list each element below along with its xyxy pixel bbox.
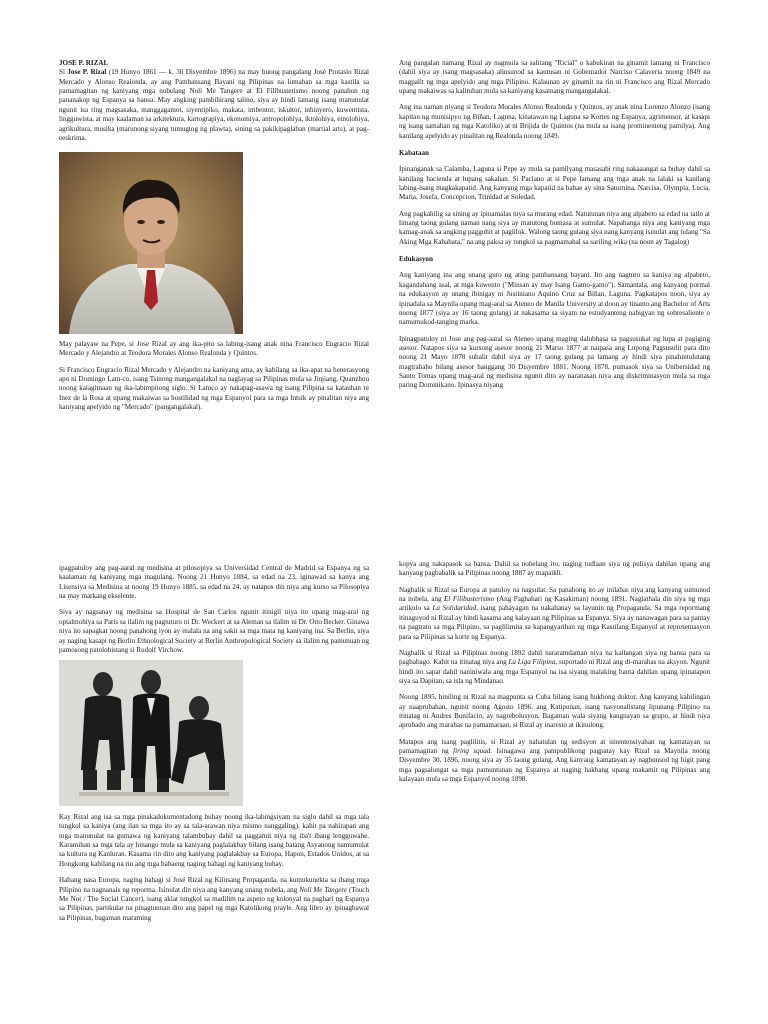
mother-paragraph: Ang ina naman niyang si Teodora Morales Alonso Realonda y Quintos, ay anak nina Lorenzo Alonzo (isang kapitan ng munisipyo ng Biñan, Laguna, kinatawan ng Laguna sa Kortes ng Espanya, agrimensor, at kasapi ng isang samahan ng mga Katoliko) at ni Brijida de Quintos (na mula sa isang prominenteng pamilya). Ang kanilang apelyido ay pinalitan ng Realonda noong 1849. <box>399 103 710 140</box>
surname-paragraph: Ang pangalan namang Rizal ay nagmula sa salitang "Ricial" o kabukiran na ginamit lamang ni Francisco (dahil siya ay isang magsasaka) alinsunod sa kautusan ni Gobernador Narciso Calaveria noong 1849 na magpalit ng mga apelyido ang mga Pilipino. Kalaunan ay ginamit na rin ni Francisco ang Rizal Mercado upang makaiwas sa kalituhan mula sa kaniyang kasamang mangangalakal. <box>399 59 710 96</box>
fili-text-2: (Ang Paghahari ng Kasakiman) noong 1891. Naglathala din siya ng mga artikulo sa <box>399 595 710 613</box>
paris-paragraph: Siya ay nagsanay ng medisina sa Hospital de San Carlos ngunit itinigil niya ito upang mag-aral ng optalmohiya sa Paris sa ilalim ng pagtuturo ni Dr. Weckert at sa Aleman sa ilalim ni Dr. Otto Becker. Ginawa niya ito sapagkat noong panahong iyon ay malala na ang sakit sa mga mata ng kaniyang ina. Sa Berlin, siya ay naging kasapi ng Berlin Ethnological Society at Berlin Anthropological Society sa ilalim ng pamunuan ng pamosong patolohistang si Rudolf Virchow. <box>59 608 369 654</box>
solidaridad-title: La Solidaridad <box>432 604 477 613</box>
subject-name: Jose P. Rizal <box>67 68 107 77</box>
fili-text-1: Nagbalik si Rizal sa Europa at patuloy na nagsulat. Sa panahong ito ay inilabas niya ang kanyang sumunod na nobela, ang <box>399 585 710 604</box>
heading-kabataan: Kabataan <box>399 148 429 157</box>
documented-life-paragraph: Kay Rizal ang isa sa mga pinakadokumentadong buhay noong ika-labingsiyam na siglo dahil sa mga tala tungkol sa kaniya (ang ilan sa mga ito ay sa tala-arawan niya mismo nanggaling), kahit pa nahirapan ang mga manunulat na gumawa ng kaniyang talambuhay dahil sa paggamit niya ng iba't ibang lengguwahe. Karamihan sa mga tala ay hinango mula sa kaniyang paglalakbay bilang isang batang Asyanong namumulat sa kultura ng Kanluran. Kasama rin dito ang kaniyang paglalakbay sa Europa, Hapon, Estados Unidos, at sa Hongkong kabilang na rin ang mga babaeng naging bahagi ng kaniyang buhay. <box>59 813 369 868</box>
column-page2-left-continued <box>59 813 369 930</box>
copies-paragraph: kopya ang nakapasok sa bansa. Dahil sa nobelang ito, naging tudlaan siya ng pulisya dahilan upang ang kanyang pagbabalik sa Pilipinas noong 1887 ay mapaikli. <box>399 560 710 578</box>
column-page1-left-continued <box>59 340 369 420</box>
portrait-painting <box>59 152 243 334</box>
group-photo <box>59 660 243 806</box>
column-page2-left <box>59 564 369 662</box>
fili-paragraph <box>399 586 710 642</box>
column-page1-left <box>59 59 369 150</box>
noli-text-2: (Touch Me Not / The Social Cancer), isang aklat tungkol sa madilim na aspeto ng kolonyal na pagharì ng Espanya sa Pilipinas, partikular na pinagtuunan dito ang papel ng mga Katolikong prayle. Ang libro ay ipinagbawal sa Pilipinas, bagaman maraming <box>59 885 369 922</box>
fili-text-3: , isang pahayagan na nakahanay sa layunin ng Propaganda. Sa mga repormang itinaguyod ni Rizal ay hindi kasama ang kalayaan ng Pilipinas sa Espanya. Siya ay nanawagan para sa pantay na pagtrato sa mga Pilipino, sa paglilimita sa kapangyarihan ng mga Kastilang Espanyol at representasyon para sa Pilipinas sa korte ng Espanya. <box>399 604 710 641</box>
arts-paragraph: Ang pagkahilig sa sining ay ipinamalas niya sa murang edad. Natutunan niya ang alpabeto sa edad na tatlo at limang taong gulang naman nang siya ay matutong bumasa at sumulat. Napahanga niya ang kaniyang mga kamag-anak sa angking pagguhit at paglilok. Walong taong gulang siya nang kanyang isinulat ang tulang "Sa Aking Mga Kababata," na ang paksa ay tungkol sa pagmamahal sa sariling wika (na noon ay Tagalog) <box>399 209 710 246</box>
intro-paragraph <box>59 68 369 143</box>
column-page2-right <box>399 560 710 792</box>
execution-text-1: Matapos ang isang paglilitis, si Rizal ay nahatulan ng sedisyon at sinentensiyahan ng kamatayan sa pamamagitan ng <box>399 737 710 756</box>
execution-paragraph <box>399 738 710 785</box>
column-page1-right <box>399 59 710 398</box>
noli-title: Noli Me Tangere <box>299 885 348 894</box>
cuba-paragraph: Noong 1895, hiniling ni Rizal na magpunta sa Cuba bilang isang hukbong doktor. Ang kanyang kahilingan ay naaprubahan, ngunit noong Agosto 1896, ang Katipunan, isang nasyonalistang lipunang Pilipino na itinatag ni Andres Bonifacio, ay nagrebolusyon. Bagaman wala siyang kaugnayan sa grupo, at hindi niya aprubado ang marahas na pamamaraan, si Rizal ay inaresto at ikinulong. <box>399 693 710 730</box>
birth-paragraph: Ipinanganak sa Calamba, Laguna si Pepe ay mula sa pamilyang masasabi ring nakaaangat sa buhay dahil sa kanilang hacienda at lupang sakahan. Si Paciano at si Pepe lamang ang mga anak na lalaki sa kanilang labing-isang magkakapatid. Ang kanyang mga kapatid na babae ay sina Saturnina, Narcisa, Olympia, Lucia, Maria, Josefa, Concepcion, Trinidad at Soledad. <box>399 165 710 202</box>
liga-text-1: Nagbalik si Rizal sa Pilipinas noong 1892 dahil nararamdaman niya na kailangan siya ng bansa para sa pagbabago. Kahit na itinatag niya ang <box>399 648 710 667</box>
group-photo-frame <box>59 660 243 806</box>
fili-title: El Filibusterismo <box>444 595 495 604</box>
heading-edukasyon: Edukasyon <box>399 255 433 264</box>
liga-text-2: , suportado ni Rizal ang di-marahas na aksyon. Ngunit hindi ito sapat dahil naniniwala ang mga Espanyol na isa siyang malaking banta dahilan upang ipinatapon siya sa Dapitan, sa isla ng Mindanao. <box>399 658 711 685</box>
execution-text-2: . Isinagawa ang pampublikong pagpatay kay Rizal sa Maynila noong Disyembre 30, 1896, noong siya ay 35 taong gulang. Ang kanyang kamatayan ay nagbunsod ng higit pang mga pagsalungat sa mga pamuntunan ng Espanya at naging hakbang upang makamit ng Pilipinas ang kalayaan mula sa mga Espanyol noong 1898. <box>399 747 710 784</box>
ancestry-paragraph: Si Francisco Engracio Rizal Mercado y Alejandro na kaniyang ama, ay kabilang sa ika-apat na henerasyong apo ni Domingo Lam-co, isang Tsinong mangangalakal na naglayag sa Pilipinas mula sa Jinjiang, Quanzhou noong kalagitnaan ng ika-labimpitong siglo. Si Lamco ay nakapag-asawa ng isang Pilipina sa katauhan ni Inez de la Rosa at upang makaiwas sa hostilidad ng mga Espanyol para sa mga Intsik ay pinalitan niya ang kaniyang apelyido ng "Mercado" (pangangalakal). <box>59 365 369 412</box>
rizal-portrait <box>59 152 243 334</box>
first-teacher-paragraph: Ang kaniyang ina ang unang guro ng ating pambansang bayani. Ito ang nagturo sa kaniya ng alpabeto, kagandahang asal, at mga kuwento ("Minsan ay may Isang Gamo-gamo"). Samantala, ang kanyang pormal na edukasyon ay unang ibinigay ni Justiniano Aquino Cruz sa Biñan, Laguna. Pagkatapos noon, siya ay ipinadala sa Maynila upang mag-aral sa Ateneo de Manila University at doon ay tinamo ang Bachelor of Arts noong 1877 (siya ay 16 taong gulang) at nakasama sa siyam na estudyanteng nabigyan ng sobresaliente o namumukod-tanging marka. <box>399 271 710 327</box>
portrait-caption: May palayaw na Pepe, si Jose Rizal ay ang ika-pito sa labing-isang anak nina Francisco Engracio Rizal Mercado y Alejandro at Teodora Morales Alonso Realonda y Quintos. <box>59 340 369 358</box>
madrid-paragraph: ipagpatuloy ang pag-aaral ng medisina at pilosopiya sa Universidad Central de Madrid sa Espanya ng sa kaalaman ng kaniyang mga magulang. Noong 21 Hunyo 1884, sa edad na 23, iginawad sa kanya ang Lisensiya sa Medisina at noong 19 Hunyo 1885, sa edad na 24, ay natapos din niya ang kurso sa Pilosopiya na may markang ekselente. <box>59 564 369 601</box>
liga-title: La Liga Filipina <box>508 658 556 667</box>
intro-lead: Si <box>59 68 68 77</box>
noli-text-1: Habang nasa Europa, naging bahagi si José Rizal ng Kilusang Propaganda, na kumukunekta sa ibang mga Pilipino na nagnanais ng reporma. Isinulat din niya ang kanyang unang nobela, ang <box>59 876 369 894</box>
firing-squad-term: firing squad <box>453 747 491 756</box>
document-title: JOSE P. RIZAL <box>59 59 109 67</box>
liga-paragraph <box>399 649 710 686</box>
ateneo-paragraph: Ipinagpatuloy ni Jose ang pag-aaral sa Ateneo upang maging dalubhasa sa pagsusukat ng lupa at pagiging asesor. Natapos siya sa kursong asesor noong 21 Marso 1877 at naipasa ang Lupong Pagsusulit para dito noong 21 Mayo 1878 subalit dahil siya ay 17 taong gulang pa lamang ay hindi siya pinahintulutang magtrabaho bilang asesor hanggang 30 Disyembre 1881. Noong 1878, pumasok siya sa Unibersidad ng Santo Tomas upang mag-aral ng medisina ngunit dito ay naranasan niya ang diskriminasyon mula sa mga paring Dominikano. Ipinasya niyang <box>399 334 710 390</box>
noli-paragraph <box>59 876 369 923</box>
intro-text: (19 Hunyo 1861 — k. 30 Disyembre 1896) na may buong pangalang José Protasio Rizal Mercado y Alonso Realonda, ay ang Pambansang Bayani ng Pilipinas na lumaban sa mga kastila sa pamamagitan ng kaniyang mga nobelang Noli Me Tangere at El Filibusterismo noong panahon ng pananakop ng Espanya sa bansa. May angking pambihirang talino, siya ay hindi lamang isang manunulat ngunit isa ring magsasaka, manggagamot, siyentipiko, makata, imbentor, iskultor, inhinyero, kuwentista, lingguwista, at may kaalaman sa arkitektura, kartograpiya, ekonomiya, antropolohiya, iktolohiya, etnolohiya, agrikultura, musika (marunong siyang tumugtog ng plawta), sining sa pakikipaglaban (martial arts), at pag-eeskrima. <box>59 68 369 142</box>
